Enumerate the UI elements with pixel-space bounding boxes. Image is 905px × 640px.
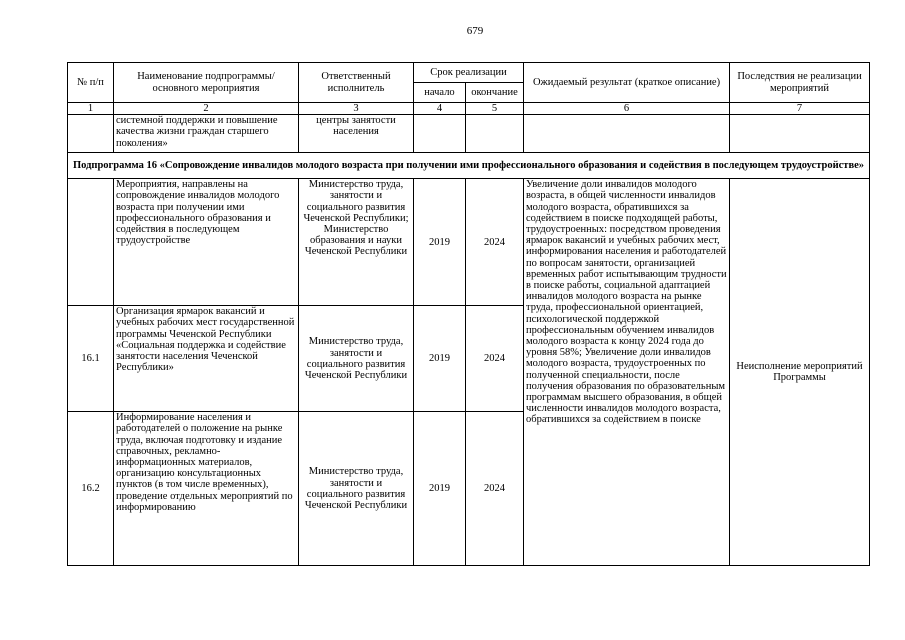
column-numbers-row (68, 103, 870, 115)
row-start: 2019 (414, 179, 466, 306)
header-row (68, 63, 870, 83)
header-start: начало (414, 83, 466, 103)
header-period: Срок реализации (414, 63, 524, 83)
row-num: 16.2 (68, 412, 114, 566)
row-responsible: Министерство труда, занятости и социального развития Чеченской Республики (299, 412, 414, 566)
row-end: 2024 (466, 306, 524, 412)
header-end: окончание (466, 83, 524, 103)
row-num (68, 179, 114, 306)
row-name: Организация ярмарок вакансий и учебных рабочих мест государственной программы Чеченской Республики «Социальная поддержка и содействие занятости населения Чеченской Республики» (114, 306, 299, 412)
expected-result: Увеличение доли инвалидов молодого возраста, в общей численности инвалидов молодого возраста, обратившихся за содействием в поиске подходящей работы, трудоустроенных: посредством проведения ярмарок вакансий и учебных рабочих мест, информирования населения и работодателей по вопросам занятости, организацией временных работ испытывающим трудности в поиске работы, социальной адаптацией инвалидов молодого возраста на рынке труда, профессиональной ориентацией, психологической поддержкой профессиональным обучением инвалидов молодого возраста к концу 2024 года до уровня 58%; Увеличение доли инвалидов молодого возраста, трудоустроенных по полученной специальности, после получения образования по образовательным программам высшего образования, в общей численности инвалидов молодого возраста, обратившихся за содействием в поиске (524, 179, 730, 566)
row-name: Информирование населения и работодателей о положение на рынке труда, включая подготовку и издание справочных, рекламно-информационных материалов, организацию консультационных пунктов (в том числе временных), проведение отдельных мероприятий по информированию (114, 412, 299, 566)
row-start: 2019 (414, 306, 466, 412)
header-name: Наименование подпрограммы/ основного мероприятия (114, 63, 299, 103)
row-name: Мероприятия, направлены на сопровождение инвалидов молодого возраста при получении ими профессионального образования и содействия в последующем трудоустройстве (114, 179, 299, 306)
row-responsible: Министерство труда, занятости и социального развития Чеченской Республики; Министерство образования и науки Чеченской Республики (299, 179, 414, 306)
table-row (68, 179, 870, 306)
header-consequences: Последствия не реализации мероприятий (730, 63, 870, 103)
column-number: 1 (68, 103, 114, 115)
row-end: 2024 (466, 179, 524, 306)
header-result: Ожидаемый результат (краткое описание) (524, 63, 730, 103)
page-number: 679 (466, 25, 484, 37)
row-start: 2019 (414, 412, 466, 566)
continued-num (68, 115, 114, 153)
continued-responsible: центры занятости населения (299, 115, 414, 153)
continued-name: системной поддержки и повышение качества жизни граждан старшего поколения» (114, 115, 299, 153)
consequence: Неисполнение мероприятий Программы (730, 179, 870, 566)
program-table (67, 62, 870, 566)
column-number: 3 (299, 103, 414, 115)
column-number: 7 (730, 103, 870, 115)
row-responsible: Министерство труда, занятости и социального развития Чеченской Республики (299, 306, 414, 412)
column-number: 5 (466, 103, 524, 115)
header-responsible: Ответственный исполнитель (299, 63, 414, 103)
subprogram-title: Подпрограмма 16 «Сопровождение инвалидов молодого возраста при получении ими профессионального образования и содействия в последующем трудоустройстве» (68, 153, 870, 179)
column-number: 4 (414, 103, 466, 115)
column-number: 6 (524, 103, 730, 115)
continued-row (68, 115, 870, 153)
column-number: 2 (114, 103, 299, 115)
row-end: 2024 (466, 412, 524, 566)
header-num: № п/п (68, 63, 114, 103)
row-num: 16.1 (68, 306, 114, 412)
subprogram-row (68, 153, 870, 179)
